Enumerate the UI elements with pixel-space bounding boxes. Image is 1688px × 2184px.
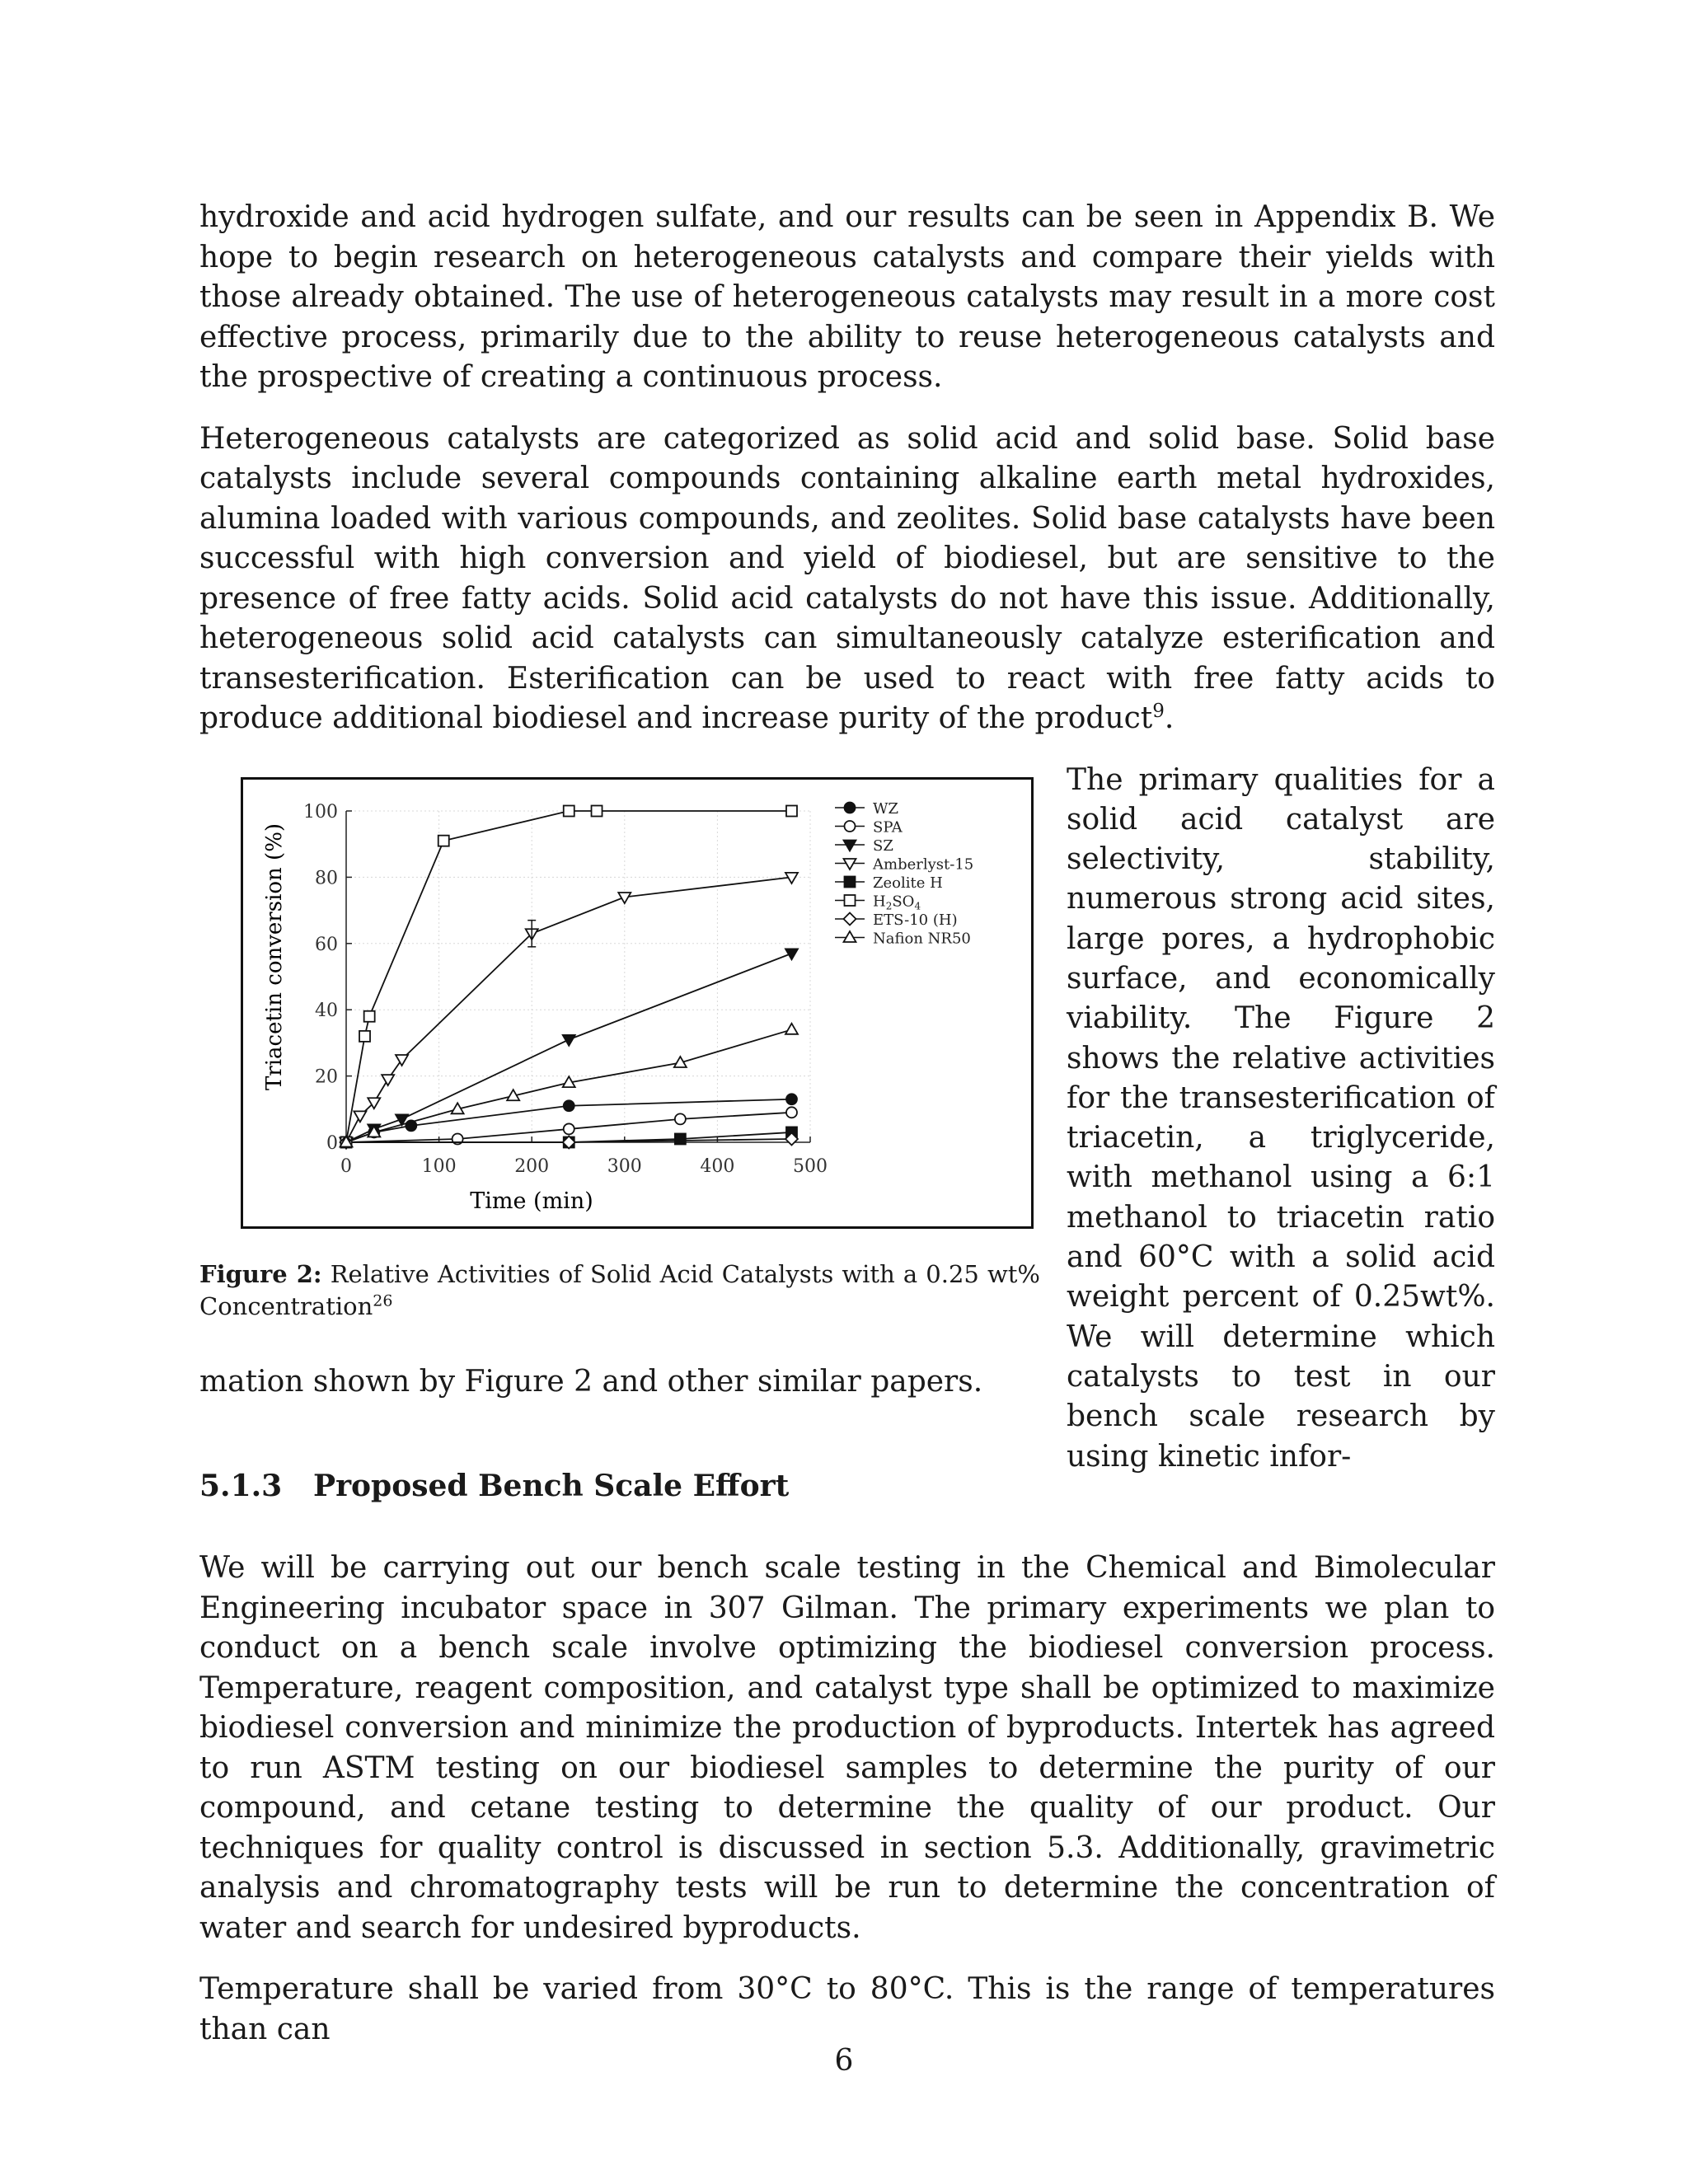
x-tick-label: 300 [607, 1155, 642, 1177]
paragraph-intro: hydroxide and acid hydrogen sulfate, and our results can be seen in Appendix B. We hope to begin research on heterogeneous catalysts and compare their yields with those already obtained. The use of heterogeneous catalysts may result in a more cost effective process, primarily due to the ability to reuse heterogeneous catalysts and the prospective of creating a continuous process. [199, 200, 1495, 394]
data-point-h2so4 [438, 835, 449, 846]
paragraph-heterogeneous-end: . [1164, 701, 1175, 735]
legend-label: Amberlyst-15 [873, 855, 974, 873]
legend-label: WZ [873, 799, 899, 818]
y-tick-label: 0 [326, 1132, 338, 1154]
chart-frame [241, 777, 1034, 1229]
x-tick-label: 200 [514, 1155, 550, 1177]
figure-label: Figure 2: [199, 1259, 322, 1288]
citation-ref-9: 9 [1152, 701, 1165, 722]
legend-entry-nafion-nr50 [835, 930, 971, 947]
legend-marker [845, 802, 856, 813]
paragraph-bench-scale: We will be carrying out our bench scale testing in the Chemical and Bimolecular Engineering incubator space in 307 Gilman. The primary experiments we plan to conduct on a bench scale involve optimizing the biodiesel conversion process. Temperature, reagent composition, and catalyst type shall be optimized to maximize biodiesel conversion and minimize the production of byproducts. Intertek has agreed to run ASTM testing on our biodiesel samples to determine the purity of our compound, and cetane testing to determine the quality of our product. Our techniques for quality control is discussed in section 5.3. Additionally, gravimetric analysis and chromatography tests will be run to determine the concentration of water and search for undesired byproducts. [199, 1551, 1495, 1945]
data-point-spa [786, 1107, 797, 1118]
y-tick-label: 20 [315, 1066, 338, 1088]
legend-label: SZ [873, 837, 893, 855]
data-point-sz [563, 1034, 575, 1045]
series-line-h2so4 [346, 811, 791, 1142]
legend-entry-zeolite-h [835, 874, 943, 892]
data-point-nafion-nr50 [785, 1023, 798, 1033]
data-point-sz [785, 949, 798, 959]
legend-entry-amberlyst-15 [835, 855, 973, 873]
data-point-amberlyst-15 [382, 1075, 394, 1085]
x-axis-label: Time (min) [470, 1188, 593, 1214]
data-point-zeolite-h [675, 1133, 686, 1144]
x-tick-label: 0 [340, 1155, 352, 1177]
legend-marker [845, 895, 856, 906]
paragraph-heterogeneous-text: Heterogeneous catalysts are categorized as solid acid and solid base. Solid base catalysts include several compounds containing alkaline earth metal hydroxides, alumina loaded with various compounds, and zeolites. Solid base catalysts have been successful with high conversion and yield of biodiesel, but are sensitive to the presence of free fatty acids. Solid acid catalysts do not have this issue. Additionally, heterogeneous solid acid catalysts can simultaneously catalyze esterification and transesterification. Esterification can be used to react with free fatty acids to produce additional biodiesel and increase purity of the product [199, 421, 1495, 735]
x-tick-label: 500 [793, 1155, 828, 1177]
legend-entry-ets-10-h [835, 912, 958, 929]
data-point-wz [786, 1094, 797, 1104]
data-point-h2so4 [359, 1030, 370, 1041]
legend-marker [845, 876, 856, 887]
series-h2so4 [341, 805, 797, 1147]
paragraph-solid-acid: The primary qualities for a solid acid catalyst are selectivity, stability, numerous strong acid sites, large pores, a hydrophobic surface, and economically viability. The Figure 2 shows the relative activities for the transesterification of triacetin, a triglyceride, with methanol using a 6:1 methanol to triacetin ratio and 60°C with a solid acid weight percent of 0.25wt%. We will determine which catalysts to test in our bench scale research by using kinetic infor- [1067, 762, 1495, 1474]
legend-entry-wz [835, 800, 898, 818]
paragraph-heterogeneous [199, 419, 1495, 739]
y-tick-label: 80 [315, 867, 338, 888]
y-axis-label: Triacetin conversion (%) [262, 823, 287, 1090]
data-point-h2so4 [564, 805, 574, 816]
legend-label: Nafion NR50 [873, 930, 971, 947]
data-point-h2so4 [364, 1010, 375, 1021]
section-number: 5.1.3 [199, 1469, 283, 1503]
legend-marker [845, 821, 856, 832]
legend-entry-h2so4 [835, 893, 921, 912]
legend-marker [844, 859, 856, 869]
legend-label: Zeolite H [873, 874, 943, 892]
x-tick-label: 400 [700, 1155, 735, 1177]
data-point-spa [675, 1113, 686, 1124]
data-point-h2so4 [786, 805, 797, 816]
legend-entry-spa [835, 818, 903, 836]
legend-label: SPA [873, 818, 903, 836]
legend-label: ETS-10 (H) [873, 911, 958, 929]
x-tick-label: 100 [421, 1155, 457, 1177]
y-tick-label: 40 [315, 1000, 338, 1021]
data-point-amberlyst-15 [396, 1055, 408, 1066]
conversion-chart [243, 780, 1031, 1226]
data-point-amberlyst-15 [354, 1111, 366, 1122]
data-point-spa [564, 1123, 574, 1134]
legend-marker [844, 912, 856, 925]
legend-marker [844, 931, 856, 942]
figure-caption [199, 1258, 1040, 1323]
section-title: Proposed Bench Scale Effort [313, 1469, 790, 1503]
legend-marker [844, 840, 856, 851]
paragraph-continuation: mation shown by Figure 2 and other similar papers. [199, 1364, 983, 1399]
paragraph-temperature: Temperature shall be varied from 30°C to 80°C. This is the range of temperatures than can [199, 1972, 1495, 2046]
figure-caption-text: Relative Activities of Solid Acid Catalysts with a 0.25 wt% Concentration [199, 1259, 1040, 1320]
data-point-h2so4 [592, 805, 603, 816]
data-point-wz [564, 1100, 574, 1111]
legend-entry-sz [835, 837, 893, 855]
y-tick-label: 60 [315, 934, 338, 955]
y-tick-label: 100 [303, 801, 338, 823]
data-point-amberlyst-15 [618, 893, 631, 903]
citation-ref-26: 26 [373, 1291, 393, 1310]
page-body [199, 198, 1495, 2071]
legend-label: $H_2SO_4$ [873, 893, 921, 912]
page-number: 6 [834, 2044, 854, 2078]
